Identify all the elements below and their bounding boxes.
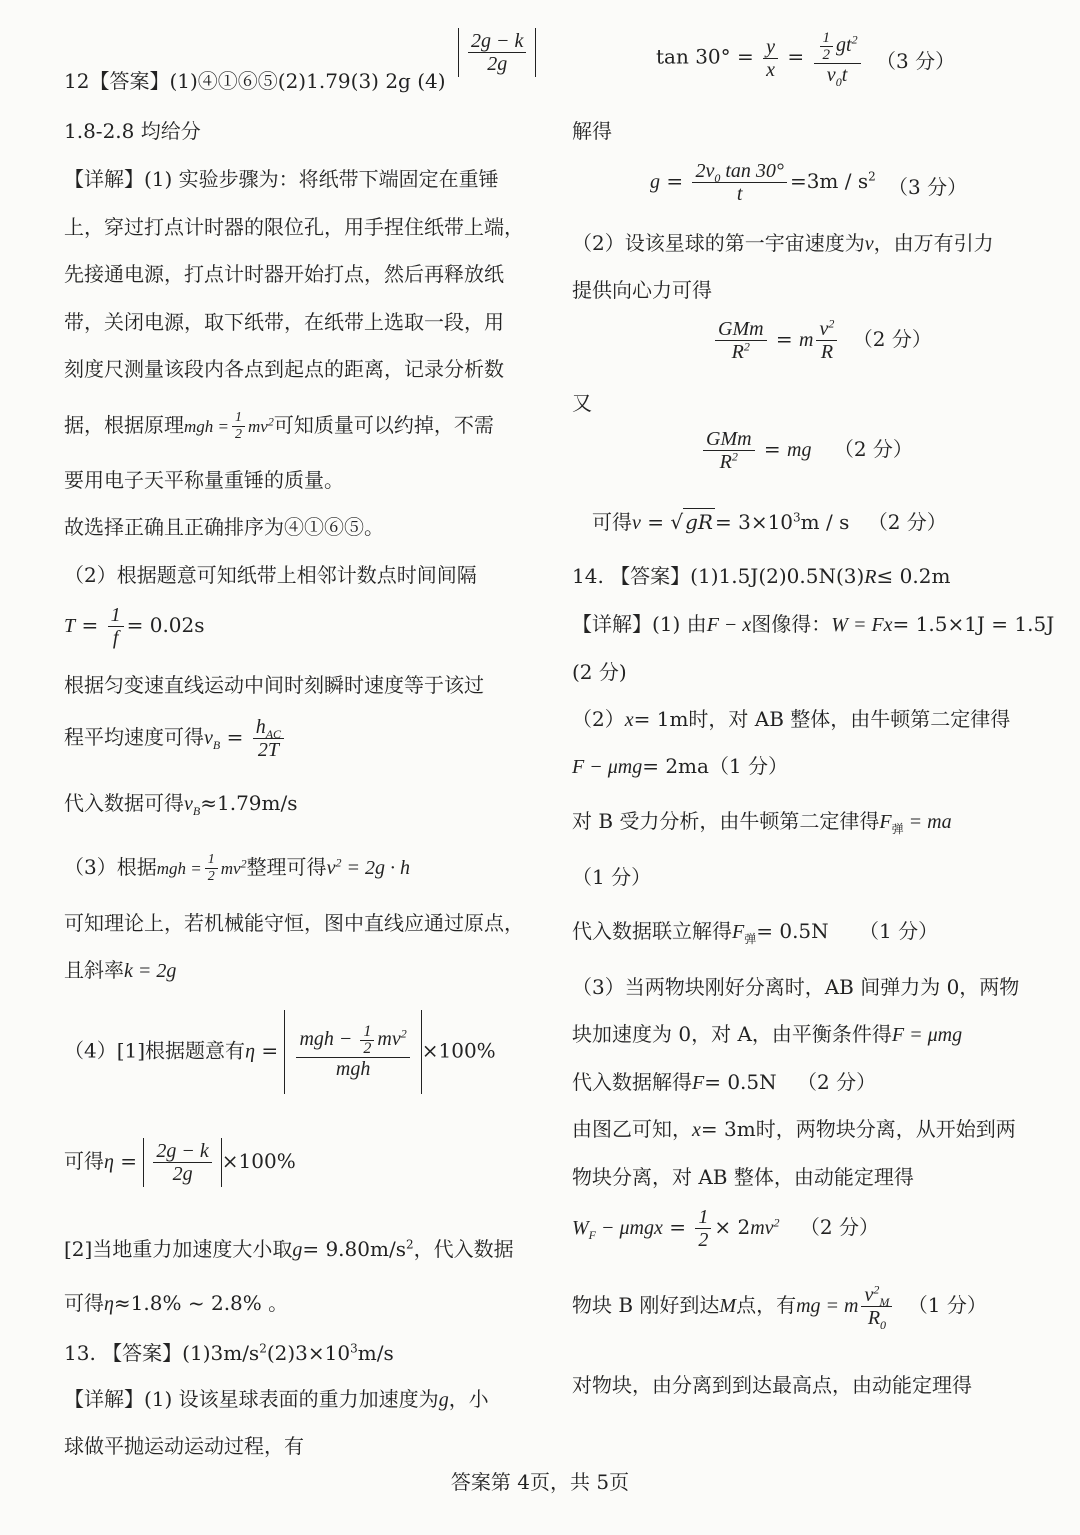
q14-detail-line15: 对物块，由分离到到达最高点，由动能定理得 bbox=[572, 1373, 972, 1397]
first-cosmic-velocity: 可得v = √ gR = $3\times 10^3m / s$ （2 分） bbox=[592, 510, 947, 534]
score-g: （3 分） bbox=[888, 175, 968, 199]
right-jiede: 解得 bbox=[572, 119, 612, 143]
detail4-line4: 可得η≈1.8% ~ 2.8% 。 bbox=[64, 1291, 289, 1315]
detail2-line3: 程平均速度可得$v_B$ = $\frac{h_{AC}}{2T}$ bbox=[64, 716, 287, 761]
detail1-line8: 故选择正确且正确排序为④①⑥⑤。 bbox=[64, 515, 384, 539]
q14-detail-line4: F − μmg= 2ma（1 分） bbox=[572, 754, 789, 778]
detail1-line2: 上，穿过打点计时器的限位孔，用手捏住纸带上端， bbox=[64, 215, 524, 239]
detail1-line1: 【详解】(1) 实验步骤为：将纸带下端固定在重锤 bbox=[64, 167, 499, 191]
detail1-line6: 据，根据原理mgh = $\frac{1}{2}$ $mv^2$可知质量可以约掉，不需 bbox=[64, 410, 494, 442]
g-result-formula: g = $\frac{2v_0 \tan 30^\circ}{t}$ $=3m / s^2$ bbox=[650, 160, 876, 205]
q13-detail-line2: 球做平抛运动运动过程，有 bbox=[64, 1434, 304, 1458]
detail1-line7: 要用电子天平称量重锤的质量。 bbox=[64, 468, 344, 492]
tan30-formula: tan 30° = $\frac{y}{x}$ = $\frac{1}{2}$ $gt^2$ $v_0t$ bbox=[656, 30, 864, 86]
q13-part2-line2: 提供向心力可得 bbox=[572, 278, 712, 302]
q12-abs-fraction: $\frac{2g - k}{2g}$ bbox=[458, 28, 536, 77]
detail4-result-formula: 可得η = $\frac{2g - k}{2g}$ ×100% bbox=[64, 1140, 296, 1185]
q14-score-line6: （1 分） bbox=[572, 865, 652, 889]
q14-detail-line1: 【详解】(1) 由F − x图像得：W = Fx= 1.5×1J = 1.5J bbox=[572, 612, 1055, 636]
q14-detail-line8: （3）当两物块刚好分离时，AB 间弹力为 0，两物 bbox=[572, 975, 1020, 999]
q14-detail-line10: 代入数据解得F= 0.5N （2 分） bbox=[572, 1070, 877, 1094]
q14-detail-line2: (2 分) bbox=[572, 660, 627, 684]
detail1-line5: 刻度尺测量该段内各点到起点的距离，记录分析数 bbox=[64, 357, 504, 381]
page-footer: 答案第 4页，共 5页 bbox=[450, 1470, 630, 1494]
q12-answer: (1)④①⑥⑤(2)1.79(3) 2g (4) bbox=[169, 69, 446, 93]
q14-detail-line9: 块加速度为 0，对 A，由平衡条件得F = μmg bbox=[572, 1022, 963, 1046]
q13-detail-line1: 【详解】(1) 设该星球表面的重力加速度为g，小 bbox=[64, 1387, 489, 1411]
work-energy-formula: $W_F - \mu mgx$ = $\frac{1}{2}$ × $2mv^2$ （2 分） bbox=[572, 1206, 879, 1251]
q14-detail-line5: 对 B 受力分析，由牛顿第二定律得$F_弹$ = ma bbox=[572, 809, 952, 836]
q14-detail-line7: 代入数据联立解得$F_弹= 0.5N$ （1 分） bbox=[572, 919, 939, 946]
q14-detail-line3: （2）x= 1m时，对 AB 整体，由牛顿第二定律得 bbox=[572, 707, 1011, 731]
q14-answer-line: 14. 【答案】(1)1.5J(2)0.5N(3)R≤ 0.2m bbox=[572, 564, 951, 588]
gravity-surface-formula: $\frac{\text{GMm}}{R^2}$ = mg （2 分） bbox=[700, 428, 913, 473]
detail3-line3: 且斜率k = 2g bbox=[64, 958, 177, 982]
q14-detail-line14: 物块 B 刚好到达M点，有mg = m $\frac{v^2_M}{R_0}$ （1 分） bbox=[572, 1282, 987, 1332]
detail3-line2: 可知理论上，若机械能守恒，图中直线应通过原点， bbox=[64, 911, 524, 935]
q14-detail-line12: 物块分离，对 AB 整体，由动能定理得 bbox=[572, 1165, 914, 1189]
q12-answer-line bbox=[64, 68, 446, 94]
detail2-line1: （2）根据题意可知纸带上相邻计数点时间间隔 bbox=[64, 563, 477, 587]
detail1-line3: 先接通电源，打点计时器开始打点，然后再释放纸 bbox=[64, 262, 504, 286]
q13-part2-line1: （2）设该星球的第一宇宙速度为v，由万有引力 bbox=[572, 231, 994, 255]
detail2-period-formula: T = $\frac{1}{f}$ = 0.02s bbox=[64, 604, 205, 649]
gravitation-centripetal-formula: $\frac{\text{GMm}}{R^2}$ = m $\frac{v^2}{R}$ （2 分） bbox=[712, 318, 932, 363]
q12-label: 12【答案】 bbox=[64, 69, 170, 93]
detail2-line2: 根据匀变速直线运动中间时刻瞬时速度等于该过 bbox=[64, 673, 484, 697]
q14-detail-line11: 由图乙可知，x= 3m时，两物块分离，从开始到两 bbox=[572, 1117, 1016, 1141]
detail2-line4: 代入数据可得$v_B\approx 1.79m/s$ bbox=[64, 791, 298, 818]
score-tan: （3 分） bbox=[876, 49, 956, 73]
detail1-line4: 带，关闭电源，取下纸带，在纸带上选取一段，用 bbox=[64, 310, 504, 334]
q13-answer-line: 13. 【答案】$(1)3m/s^2(2)3\times 10^3m/s$ bbox=[64, 1341, 394, 1365]
right-you: 又 bbox=[572, 391, 592, 415]
detail4-line3: [2]当地重力加速度大小取$g= 9.80m/s^2$，代入数据 bbox=[64, 1237, 514, 1261]
detail4-efficiency-formula: （4）[1]根据题意有η = mgh − $\frac{1}{2}$ $mv^2$ mgh ×100% bbox=[64, 1010, 496, 1094]
q12-range: 1.8-2.8 均给分 bbox=[64, 119, 201, 143]
detail3-line1: （3）根据mgh = $\frac{1}{2}$ $mv^2$整理可得$v^2 = 2g \cdot h$ bbox=[64, 852, 410, 884]
